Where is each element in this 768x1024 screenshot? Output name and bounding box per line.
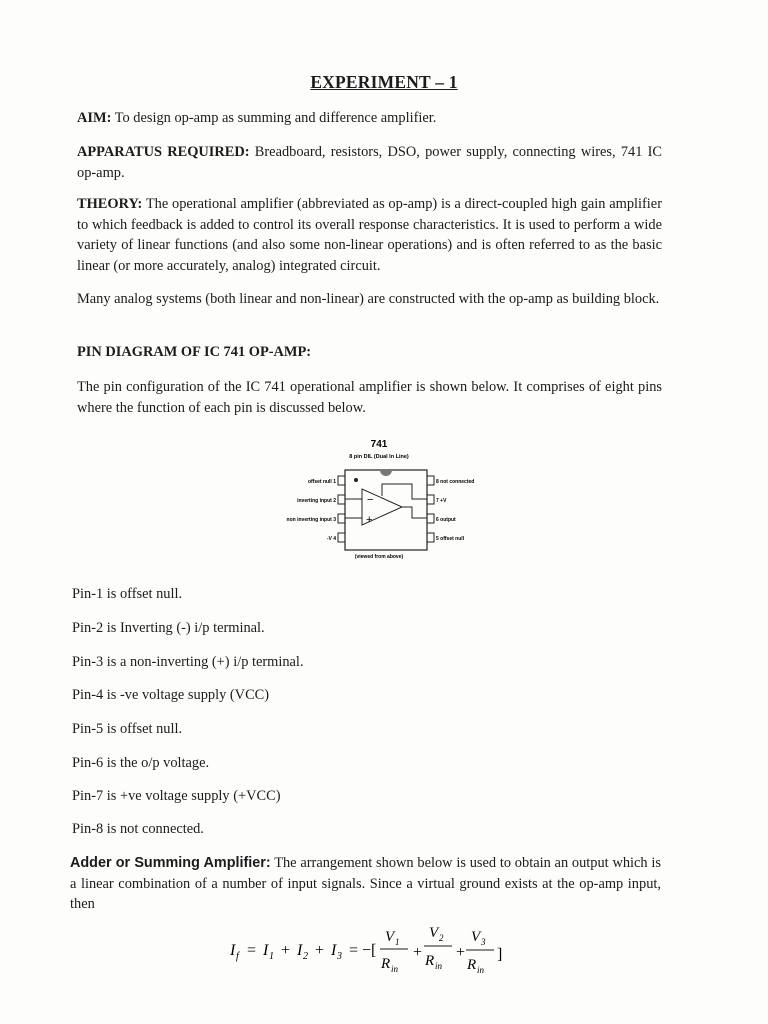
- formula-if: I: [230, 942, 236, 959]
- fraction-v1: [380, 929, 408, 974]
- inverting-symbol: −: [367, 494, 374, 506]
- pin-description-6: Pin-6 is the o/p voltage.: [72, 755, 210, 771]
- pin1-marker-dot: [354, 478, 358, 482]
- right-pin-labels: [436, 479, 474, 542]
- pin-7: [427, 495, 434, 504]
- noninverting-symbol: +: [366, 514, 373, 526]
- apparatus-label: APPARATUS REQUIRED:: [77, 144, 250, 160]
- fraction-v3: [466, 929, 494, 975]
- formula-plus-1: +: [281, 942, 291, 959]
- formula-i2-sub: 2: [303, 951, 308, 962]
- pin-3: [338, 514, 345, 523]
- pin-description-2: Pin-2 is Inverting (-) i/p terminal.: [72, 620, 265, 636]
- fraction-v2-num: V: [429, 925, 439, 941]
- pin-description-4: Pin-4 is -ve voltage supply (VCC): [72, 687, 270, 703]
- apparatus-text: Breadboard, resistors, DSO, power supply, connecting wires, 741 IC op-amp.: [77, 144, 662, 181]
- pin-description-8: Pin-8 is not connected.: [72, 821, 204, 837]
- fraction-v2-den: R: [425, 953, 435, 969]
- pin-diagram-heading: PIN DIAGRAM OF IC 741 OP-AMP:: [77, 344, 312, 360]
- right-pins: [427, 476, 434, 542]
- adder-label: Adder or Summing Amplifier:: [70, 855, 271, 871]
- pin-5: [427, 533, 434, 542]
- aim-text: To design op-amp as summing and difference amplifier.: [111, 110, 437, 126]
- apparatus-paragraph: [77, 142, 662, 183]
- adder-text: The arrangement shown below is used to obtain an output which is a linear combination of a number of input signals. Since a virtual ground exists at the op-amp input, then: [70, 855, 661, 912]
- formula-fraction-plus-2: +: [456, 944, 466, 961]
- wire-vplus: [382, 484, 427, 499]
- pin-4: [338, 533, 345, 542]
- diagram-caption: (viewed from above): [354, 554, 404, 560]
- fraction-v2-num-sub: 2: [439, 933, 444, 943]
- pin-label-5: 5 offset null: [436, 536, 465, 542]
- formula-fraction-plus-1: +: [413, 944, 423, 961]
- pin-intro-paragraph: The pin configuration of the IC 741 operational amplifier is shown below. It comprises of eight pins where the function of each pin is discussed below.: [77, 379, 662, 416]
- pin-label-3: non inverting input 3: [286, 517, 336, 523]
- pin-description-1: Pin-1 is offset null.: [72, 586, 183, 602]
- pin-description-3: Pin-3 is a non-inverting (+) i/p terminal.: [72, 654, 304, 670]
- pin-8: [427, 476, 434, 485]
- aim-label: AIM:: [77, 110, 112, 126]
- ic-body: [345, 470, 427, 550]
- pin-6: [427, 514, 434, 523]
- ic-notch: [380, 470, 392, 476]
- pin-label-7: 7 +V: [436, 498, 447, 504]
- pin-label-2: inverting input 2: [297, 498, 336, 504]
- pin-description-5: Pin-5 is offset null.: [72, 721, 183, 737]
- formula-equals-1: =: [247, 942, 257, 959]
- formula-close-bracket: ]: [497, 946, 503, 963]
- theory-text: The operational amplifier (abbreviated as op-amp) is a direct-coupled high gain amplifier to which feedback is added to control its overall response characteristics. It is used to perform a wide variety of linear functions (and also some non-linear operations) and is often referred to as the basic linear (or more accurately, analog) integrated circuit.: [77, 196, 662, 274]
- aim-paragraph: [77, 108, 662, 129]
- fraction-v3-num-sub: 3: [481, 937, 486, 947]
- formula-lhs: [229, 942, 240, 962]
- formula-equals-2: = −[: [349, 942, 377, 959]
- left-pin-labels: [287, 479, 337, 542]
- pin-label-6: 6 output: [436, 517, 456, 523]
- opamp-symbol: [345, 484, 427, 525]
- fraction-v1-den: R: [381, 956, 391, 972]
- summing-formula: [225, 915, 525, 985]
- fraction-v1-num: V: [385, 929, 395, 945]
- fraction-v1-den-sub: in: [391, 964, 399, 974]
- fraction-v2: [424, 925, 452, 971]
- theory-label: THEORY:: [77, 196, 143, 212]
- formula-plus-2: +: [315, 942, 325, 959]
- ic741-pin-diagram: [262, 434, 492, 574]
- formula-i1-sub: 1: [269, 951, 274, 962]
- fraction-v3-den: R: [467, 957, 477, 973]
- formula-i1: I: [263, 942, 269, 959]
- fraction-v1-num-sub: 1: [395, 937, 400, 947]
- formula-i3-sub: 3: [337, 951, 342, 962]
- pin-1: [338, 476, 345, 485]
- fraction-v3-den-sub: in: [477, 965, 485, 975]
- page-title: EXPERIMENT – 1: [310, 72, 458, 92]
- theory-paragraph: [77, 194, 662, 276]
- fraction-v3-num: V: [471, 929, 481, 945]
- fraction-v2-den-sub: in: [435, 961, 443, 971]
- formula-i2: I: [297, 942, 303, 959]
- adder-paragraph: [70, 853, 661, 915]
- wire-output: [402, 507, 427, 518]
- pin-2: [338, 495, 345, 504]
- diagram-subtitle: 8 pin DIL (Dual In Line): [349, 454, 409, 460]
- pin-label-4: -V 4: [326, 536, 336, 542]
- formula-i3: I: [331, 942, 337, 959]
- diagram-title: 741: [370, 439, 388, 450]
- left-pins: [338, 476, 345, 542]
- analog-paragraph: Many analog systems (both linear and non-linear) are constructed with the op-amp as building block.: [77, 291, 660, 307]
- formula-if-sub: f: [236, 951, 239, 962]
- pin-label-8: 8 not connected: [436, 479, 475, 485]
- pin-description-7: Pin-7 is +ve voltage supply (+VCC): [72, 788, 281, 804]
- pin-label-1: offset null 1: [307, 479, 336, 485]
